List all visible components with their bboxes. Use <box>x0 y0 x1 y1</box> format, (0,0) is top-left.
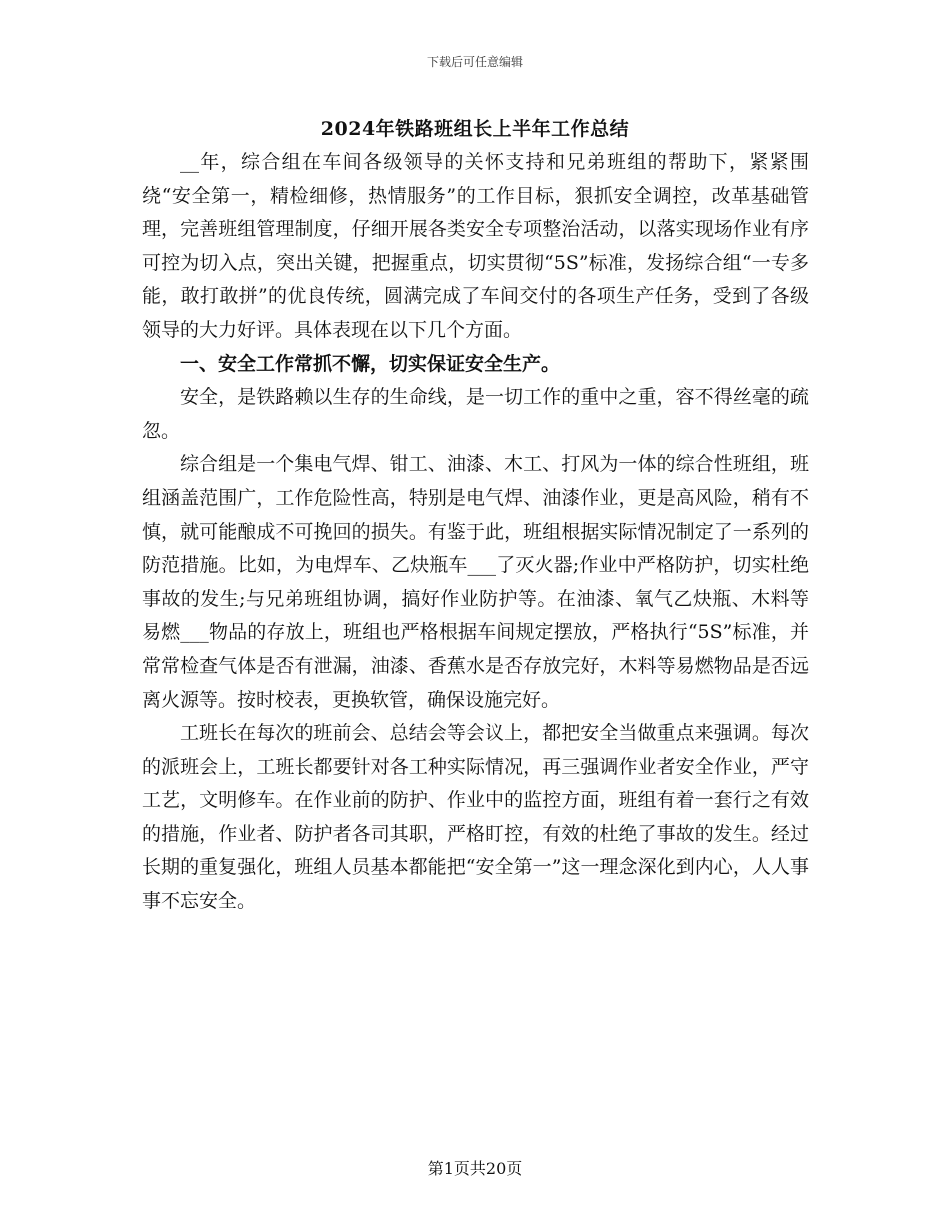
paragraph-intro: __年，综合组在车间各级领导的关怀支持和兄弟班组的帮助下，紧紧围绕“安全第一，精检细修，热情服务”的工作目标，狠抓安全调控，改革基础管理，完善班组管理制度，仔细开展各类安全专项整治活动，以落实现场作业有序可控为切入点，突出关键，把握重点，切实贯彻“5S”标准，发扬综合组“一专多能，敢打敢拼”的优良传统，圆满完成了车间交付的各项生产任务，受到了各级领导的大力好评。具体表现在以下几个方面。 <box>142 151 809 341</box>
document-title: 2024年铁路班组长上半年工作总结 <box>320 118 630 140</box>
paragraph-team-measures: 综合组是一个集电气焊、钳工、油漆、木工、打风为一体的综合性班组，班组涵盖范围广，工作危险性高，特别是电气焊、油漆作业，更是高风险，稍有不慎，就可能酿成不可挽回的损失。有鉴于此，班组根据实际情况制定了一系列的防范措施。比如，为电焊车、乙炔瓶车___了灭火器;作业中严格防护，切实杜绝事故的发生;与兄弟班组协调，搞好作业防护等。在油漆、氧气乙炔瓶、木料等易燃___物品的存放上，班组也严格根据车间规定摆放，严格执行“5S”标准，并常常检查气体是否有泄漏，油漆、香蕉水是否存放完好，木料等易燃物品是否远离火源等。按时校表，更换软管，确保设施完好。 <box>142 453 809 711</box>
page-number: 第1页共20页 <box>427 1159 523 1178</box>
paragraph-safety-lifeline: 安全，是铁路赖以生存的生命线，是一切工作的重中之重，容不得丝毫的疏忽。 <box>142 386 809 442</box>
paragraph-leader-meetings: 工班长在每次的班前会、总结会等会议上，都把安全当做重点来强调。每次的派班会上，工班长都要针对各工种实际情况，再三强调作业者安全作业，严守工艺，文明修车。在作业前的防护、作业中的监控方面，班组有着一套行之有效的措施，作业者、防护者各司其职，严格盯控，有效的杜绝了事故的发生。经过长期的重复强化，班组人员基本都能把“安全第一”这一理念深化到内心，人人事事不忘安全。 <box>142 722 809 913</box>
header-note: 下载后可任意编辑 <box>426 55 523 69</box>
section-heading: 一、安全工作常抓不懈，切实保证安全生产。 <box>180 352 561 375</box>
document-body <box>142 146 809 919</box>
